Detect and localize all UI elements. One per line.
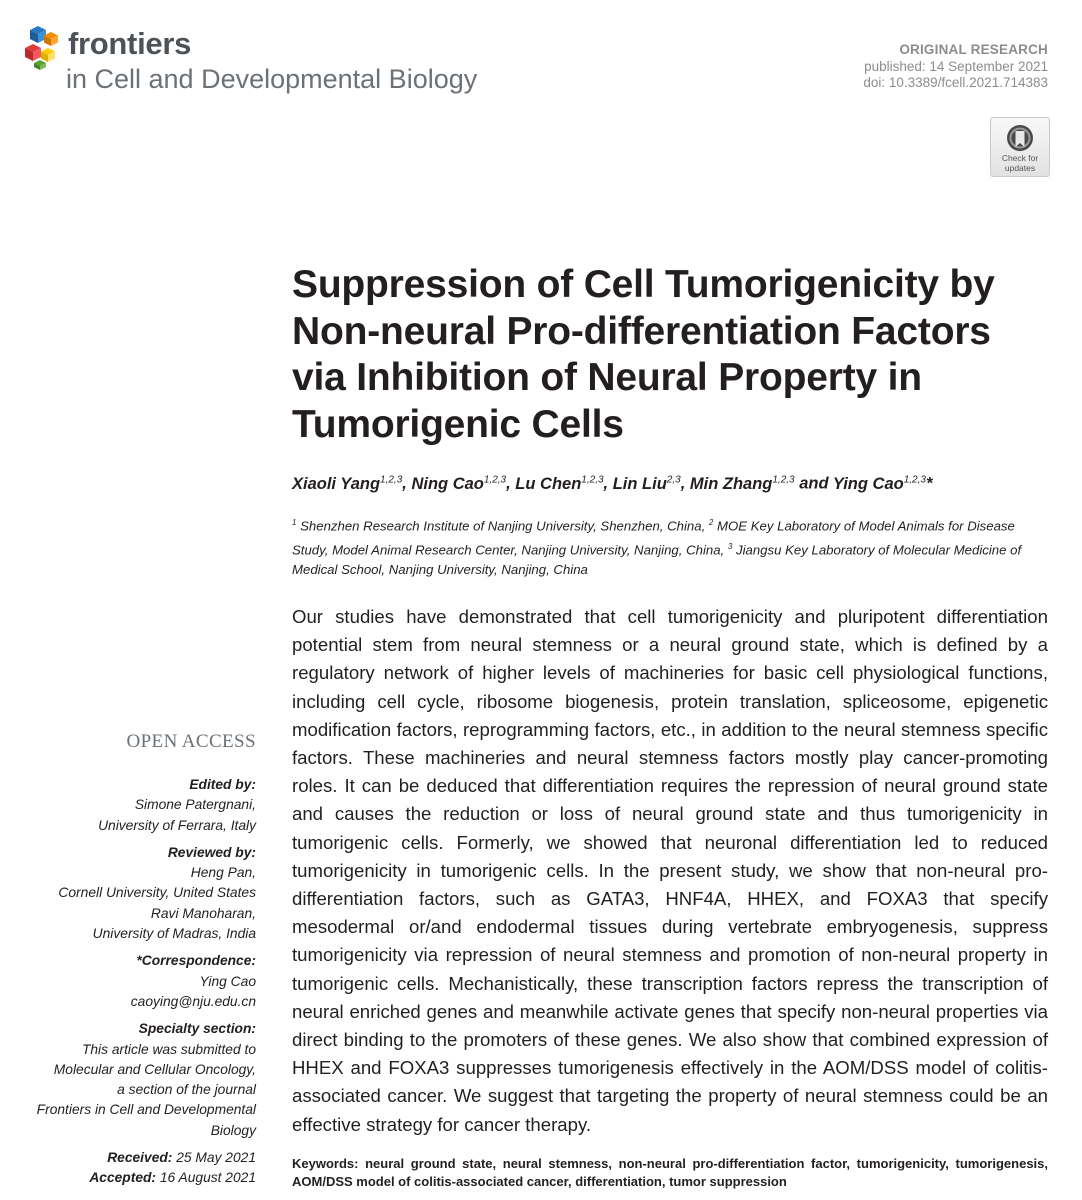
author-list: Xiaoli Yang$^{1,2,3}$, Ning Cao$^{1,2,3}$, Lu Chen$^{1,2,3}$, Lin Liu$^{2,3}$, Min Zhang$^{1,2,3}$ and Ying Cao$^{1,2,3}$*	[292, 474, 933, 493]
doi[interactable]: doi: 10.3389/fcell.2021.714383	[863, 75, 1048, 90]
author[interactable]: Xiaoli Yang$^{1,2,3}$	[292, 474, 403, 493]
affiliation: Shenzhen Research Institute of Nanjing University, Shenzhen, China,	[296, 518, 709, 534]
badge-line-1: Check for	[1001, 153, 1039, 163]
author[interactable]: Lin Liu$^{2,3}$	[612, 474, 681, 493]
article-meta	[863, 42, 1048, 92]
keywords	[292, 1155, 1048, 1191]
author[interactable]: Lu Chen$^{1,2,3}$	[515, 474, 604, 493]
dates-section	[20, 1148, 256, 1189]
affiliation: Jiangsu Key Laboratory of Molecular Medicine of Medical School, Nanjing University, Nanjing, China	[292, 542, 1022, 578]
journal-logo[interactable]	[24, 22, 504, 102]
editorial-sidebar	[20, 775, 256, 1189]
keywords-label: Keywords:	[292, 1156, 359, 1171]
open-access-label: OPEN ACCESS	[126, 731, 256, 752]
author[interactable]: Ying Cao$^{1,2,3}$	[832, 474, 926, 493]
correspondence-section: *Correspondence: Ying Cao caoying@nju.edu.cn	[20, 951, 256, 1012]
author[interactable]: Ning Cao$^{1,2,3}$	[411, 474, 507, 493]
check-for-updates-icon	[1005, 123, 1035, 153]
journal-name: frontiers	[68, 26, 192, 61]
badge-line-2: updates	[1004, 163, 1036, 173]
article-title: Suppression of Cell Tumorigenicity by Non-neural Pro-differentiation Factors via Inhibition of Neural Property in Tumorigenic Cells	[292, 263, 995, 446]
accepted-date: Accepted: 16 August 2021	[89, 1170, 256, 1186]
received-date: Received: 25 May 2021	[107, 1150, 256, 1166]
published-date: published: 14 September 2021	[864, 58, 1048, 74]
frontiers-logo-icon	[24, 24, 64, 70]
abstract: Our studies have demonstrated that cell tumorigenicity and pluripotent differentiation potential stem from neural stemness or a neural ground state, which is defined by a regulatory network of higher levels of machineries for basic cell physiological functions, including cell cycle, ribosome biogenesis, protein translation, spliceosome, epigenetic modification factors, reprogramming factors, etc., in addition to the neural stemness specific factors. These machineries and neural stemness factors mostly play cancer-promoting roles. It can be deduced that differentiation requires the repression of neural ground state and causes the reduction or loss of neural ground state and thus tumorigenicity in tumorigenic cells. Formerly, we showed that neuronal differentiation led to reduced tumorigenicity in tumorigenic cells. In the present study, we show that non-neural pro-differentiation factors, such as GATA3, HNF4A, HHEX, and FOXA3 that specify mesodermal or/and endodermal tissues during vertebrate embryogenesis, suppress tumorigenicity via repression of neural stemness and promotion of non-neural property in tumorigenic cells. Mechanistically, these transcription factors repress the transcription of neural enriched genes and meanwhile activate genes that specify non-neural properties via direct binding to the promoters of these genes. We also show that combined expression of HHEX and FOXA3 suppresses tumorigenesis effectively in the AOM/DSS model of colitis-associated cancer. We suggest that targeting the property of neural stemness could be an effective strategy for cancer therapy.	[292, 606, 1048, 1135]
journal-subtitle: in Cell and Developmental Biology	[66, 64, 478, 94]
correspondence-email[interactable]: caoying@nju.edu.cn	[130, 993, 256, 1009]
reviewed-by-section: Reviewed by: Heng Pan, Cornell University, United States Ravi Manoharan, University of Madras, India	[58, 844, 256, 942]
author[interactable]: Min Zhang$^{1,2,3}$	[689, 474, 795, 493]
keywords-text: neural ground state, neural stemness, non-neural pro-differentiation factor, tumorigenicity, tumorigenesis, AOM/DSS model of colitis-associated cancer, differentiation, tumor suppression	[292, 1156, 1048, 1189]
affiliation: MOE Key Laboratory of Model Animals for Disease Study, Model Animal Research Center, Nanjing University, Nanjing, China,	[292, 518, 1015, 558]
check-for-updates-button[interactable]	[990, 117, 1050, 177]
specialty-section: Specialty section: This article was submitted to Molecular and Cellular Oncology, a section of the journal Frontiers in Cell and Developmental Biology	[36, 1021, 256, 1138]
affiliations: $^1$ Shenzhen Research Institute of Nanjing University, Shenzhen, China, $^2$ MOE Key Laboratory of Model Animals for Disease Study, Model Animal Research Center, Nanjing University, Nanjing, China, $^3$ Jiangsu Key Laboratory of Molecular Medicine of Medical School, Nanjing University, Nanjing, China	[292, 518, 1022, 578]
edited-by-section: Edited by: Simone Patergnani, University of Ferrara, Italy	[98, 777, 256, 833]
article-type: ORIGINAL RESEARCH	[899, 42, 1048, 57]
